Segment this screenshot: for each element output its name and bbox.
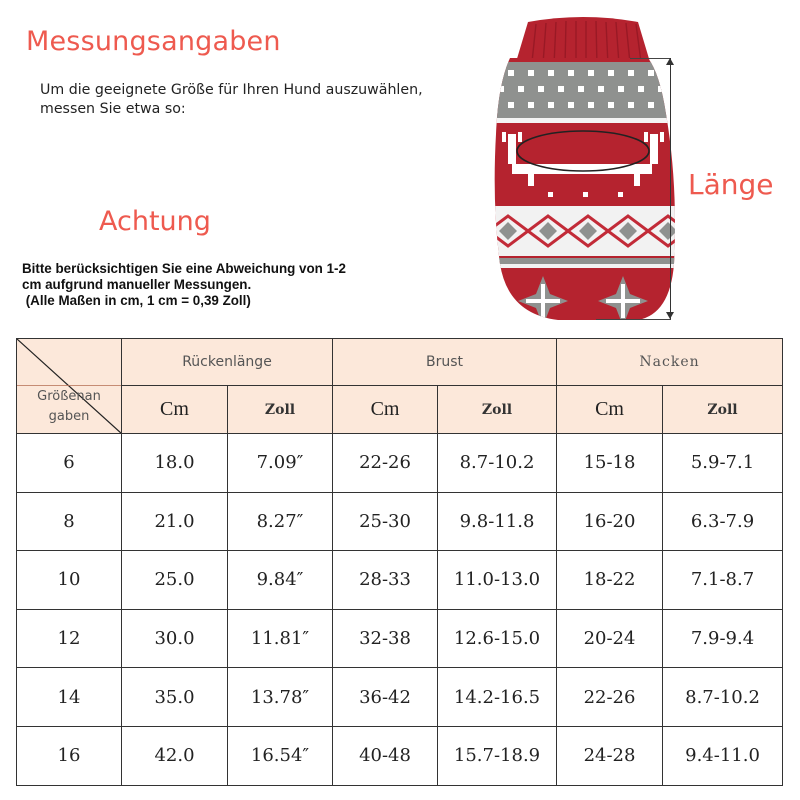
cell-back-cm: 35.0 bbox=[122, 668, 228, 727]
notice-line-3: (Alle Maßen in cm, 1 cm = 0,39 Zoll) bbox=[22, 293, 251, 308]
cell-size: 12 bbox=[17, 609, 122, 668]
length-label: Länge bbox=[688, 168, 774, 201]
unit-cm: Cm bbox=[333, 386, 438, 434]
cell-neck-in: 9.4-11.0 bbox=[663, 726, 783, 785]
measure-tick-bottom bbox=[596, 319, 671, 320]
cell-back-cm: 30.0 bbox=[122, 609, 228, 668]
cell-back-in: 11.81″ bbox=[228, 609, 333, 668]
unit-cm: Cm bbox=[122, 386, 228, 434]
notice-line-2: cm aufgrund manueller Messungen. bbox=[22, 277, 252, 292]
cell-size: 14 bbox=[17, 668, 122, 727]
cell-chest-in: 12.6-15.0 bbox=[438, 609, 557, 668]
cell-chest-in: 9.8-11.8 bbox=[438, 492, 557, 551]
measure-tick-top bbox=[630, 58, 671, 59]
cell-neck-in: 6.3-7.9 bbox=[663, 492, 783, 551]
intro-line-1: Um die geeignete Größe für Ihren Hund auszuwählen, bbox=[40, 82, 423, 98]
cell-neck-in: 7.9-9.4 bbox=[663, 609, 783, 668]
cell-neck-cm: 24-28 bbox=[557, 726, 663, 785]
cell-back-cm: 18.0 bbox=[122, 434, 228, 493]
cell-neck-cm: 18-22 bbox=[557, 551, 663, 610]
cell-chest-cm: 22-26 bbox=[333, 434, 438, 493]
cell-neck-cm: 16-20 bbox=[557, 492, 663, 551]
cell-chest-cm: 28-33 bbox=[333, 551, 438, 610]
cell-chest-cm: 32-38 bbox=[333, 609, 438, 668]
table-corner-cell bbox=[17, 339, 122, 434]
cell-back-in: 9.84″ bbox=[228, 551, 333, 610]
cell-chest-in: 11.0-13.0 bbox=[438, 551, 557, 610]
cell-chest-in: 8.7-10.2 bbox=[438, 434, 557, 493]
intro-text bbox=[40, 81, 460, 119]
size-table bbox=[16, 338, 783, 786]
cell-back-cm: 42.0 bbox=[122, 726, 228, 785]
cell-back-in: 7.09″ bbox=[228, 434, 333, 493]
dog-sweater-image bbox=[488, 14, 678, 324]
cell-neck-cm: 15-18 bbox=[557, 434, 663, 493]
table-row bbox=[17, 551, 783, 610]
arrow-down-icon bbox=[666, 312, 674, 319]
table-header-units bbox=[17, 386, 783, 434]
cell-back-in: 13.78″ bbox=[228, 668, 333, 727]
cell-chest-cm: 36-42 bbox=[333, 668, 438, 727]
corner-label-line-2: gaben bbox=[48, 409, 90, 424]
table-row bbox=[17, 726, 783, 785]
cell-back-in: 8.27″ bbox=[228, 492, 333, 551]
cell-neck-cm: 22-26 bbox=[557, 668, 663, 727]
cell-neck-cm: 20-24 bbox=[557, 609, 663, 668]
header-brust: Brust bbox=[333, 339, 557, 386]
corner-label bbox=[17, 387, 121, 427]
cell-chest-in: 14.2-16.5 bbox=[438, 668, 557, 727]
cell-back-cm: 25.0 bbox=[122, 551, 228, 610]
cell-chest-in: 15.7-18.9 bbox=[438, 726, 557, 785]
unit-zoll: Zoll bbox=[228, 386, 333, 434]
cell-back-in: 16.54″ bbox=[228, 726, 333, 785]
corner-label-line-1: Größenan bbox=[37, 389, 101, 404]
unit-cm: Cm bbox=[557, 386, 663, 434]
cell-chest-cm: 40-48 bbox=[333, 726, 438, 785]
cell-size: 10 bbox=[17, 551, 122, 610]
corner-divider bbox=[17, 385, 121, 386]
table-row bbox=[17, 434, 783, 493]
header-rueckenlaenge: Rückenlänge bbox=[122, 339, 333, 386]
intro-line-2: messen Sie etwa so: bbox=[40, 101, 186, 117]
cell-neck-in: 7.1-8.7 bbox=[663, 551, 783, 610]
cell-size: 8 bbox=[17, 492, 122, 551]
cell-size: 16 bbox=[17, 726, 122, 785]
table-row bbox=[17, 492, 783, 551]
cell-back-cm: 21.0 bbox=[122, 492, 228, 551]
table-header-groups bbox=[17, 339, 783, 386]
cell-neck-in: 8.7-10.2 bbox=[663, 668, 783, 727]
page-title: Messungsangaben bbox=[26, 26, 281, 57]
arrow-up-icon bbox=[666, 58, 674, 65]
unit-zoll: Zoll bbox=[663, 386, 783, 434]
cell-chest-cm: 25-30 bbox=[333, 492, 438, 551]
table-row bbox=[17, 668, 783, 727]
unit-zoll: Zoll bbox=[438, 386, 557, 434]
notice-title: Achtung bbox=[99, 206, 211, 237]
header-nacken: Nacken bbox=[557, 339, 783, 386]
cell-neck-in: 5.9-7.1 bbox=[663, 434, 783, 493]
notice-text bbox=[22, 261, 422, 309]
cell-size: 6 bbox=[17, 434, 122, 493]
length-measure-line bbox=[670, 58, 671, 320]
table-row bbox=[17, 609, 783, 668]
notice-line-1: Bitte berücksichtigen Sie eine Abweichung von 1-2 bbox=[22, 261, 346, 276]
